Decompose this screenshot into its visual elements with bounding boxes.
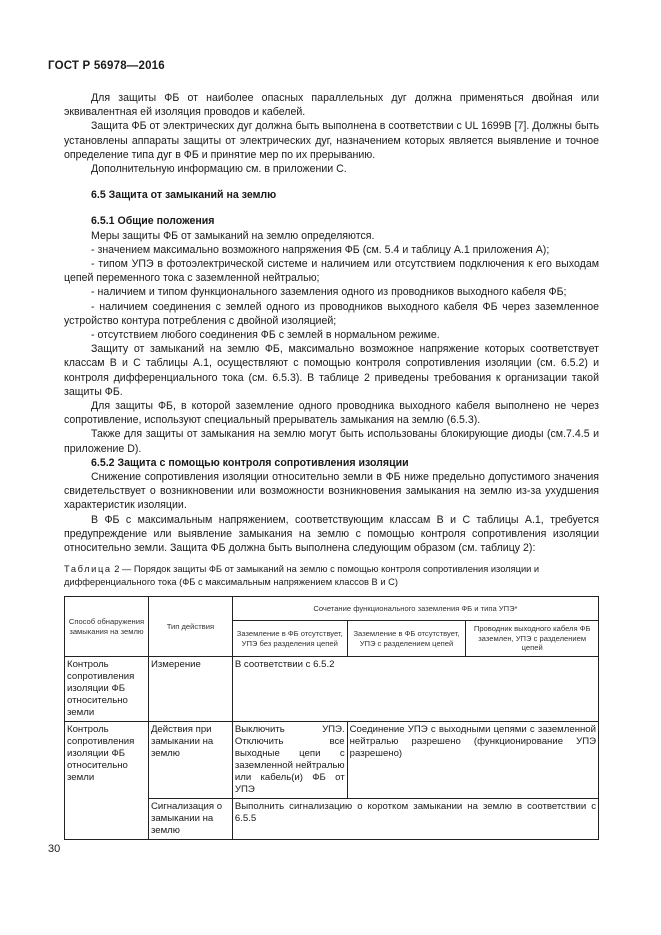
document-header: ГОСТ Р 56978—2016 xyxy=(48,60,165,72)
list-item: - наличием соединения с землей одного из проводников выходного кабеля ФБ через заземленное устройство контура потребления с двойной изоляцией; xyxy=(64,300,599,327)
paragraph: Также для защиты от замыкания на землю могут быть использованы блокирующие диоды (см.7.4.5 и приложение D). xyxy=(64,428,599,455)
header-sub-3: Проводник выходного кабеля ФБ заземлен, УПЭ с разделением цепей xyxy=(466,621,599,657)
cell-method: Контроль сопротивления изоляции ФБ относительно земли xyxy=(65,722,149,840)
section-heading-6-5-2: 6.5.2 Защита с помощью контроля сопротивления изоляции xyxy=(91,456,409,469)
cell-action: Измерение xyxy=(148,657,232,722)
cell-method: Контроль сопротивления изоляции ФБ относительно земли xyxy=(65,657,149,722)
paragraph: Для защиты ФБ, в которой заземление одного проводника выходного кабеля выполнено не через сопротивление, используют специальный прерыватель замыкания на землю (6.5.3). xyxy=(64,400,599,427)
protection-table xyxy=(64,596,599,840)
table-header-row xyxy=(65,597,599,621)
paragraph: Для защиты ФБ от наиболее опасных параллельных дуг должна применяться двойная или эквивалентная ей изоляция проводов и кабелей. xyxy=(64,92,599,119)
list-item: - отсутствием любого соединения ФБ с землей в нормальном режиме. xyxy=(91,329,440,342)
header-sub-1: Заземление в ФБ отсутствует, УПЭ без разделения цепей xyxy=(232,621,347,657)
cell-action: Действия при замыкании на землю xyxy=(148,722,232,799)
cell-action: Сигнализация о замыкании на землю xyxy=(148,799,232,840)
paragraph: Защиту от замыканий на землю ФБ, максимально возможное напряжение которых соответствует классам В и С таблицы А.1, осуществляют с помощью контроля сопротивления изоляции (см. 6.5.2) и контроля дифференциального тока (см. 6.5.3). В таблице 2 приведены требования к организации такой защиты ФБ. xyxy=(64,343,599,398)
table-row xyxy=(65,657,599,722)
table-caption-label: Таблица xyxy=(64,564,112,574)
page-number: 30 xyxy=(48,843,61,855)
section-heading-6-5: 6.5 Защита от замыканий на землю xyxy=(91,189,277,202)
cell-value: Выключить УПЭ. Отключить все выходные цепи с заземленной нейтралью или кабель(и) ФБ от УПЭ xyxy=(232,722,347,799)
paragraph: Меры защиты ФБ от замыканий на землю определяются. xyxy=(91,229,375,242)
header-sub-2: Заземление в ФБ отсутствует, УПЭ с разделением цепей xyxy=(347,621,466,657)
section-heading-6-5-1: 6.5.1 Общие положения xyxy=(91,215,215,228)
table-row xyxy=(65,722,599,799)
body-text xyxy=(64,91,599,555)
list-item: - значением максимально возможного напряжения ФБ (см. 5.4 и таблицу А.1 приложения А); xyxy=(91,243,550,256)
paragraph: Снижение сопротивления изоляции относительно земли в ФБ ниже предельно допустимого значения свидетельствует о возникновении или возможности возникновения замыкания на землю из-за ухудшения характеристик изоляции. xyxy=(64,471,599,512)
cell-value: Выполнить сигнализацию о коротком замыкании на землю в соответствии с 6.5.5 xyxy=(232,799,598,840)
header-group: Сочетание функционального заземления ФБ и типа УПЭ* xyxy=(232,597,598,621)
paragraph: Дополнительную информацию см. в приложении С. xyxy=(91,163,347,176)
cell-value: Соединение УПЭ с выходными цепями с заземленной нейтралью разрешено (функционирование УПЭ разрешено) xyxy=(347,722,598,799)
list-item: - наличием и типом функционального заземления одного из проводников выходного кабеля ФБ; xyxy=(91,286,567,299)
cell-value: В соответствии с 6.5.2 xyxy=(232,657,598,722)
table-caption-text: 2 — Порядок защиты ФБ от замыканий на землю с помощью контроля сопротивления изоляции и дифференциального тока (ФБ с максимальным напряжением классов В и С) xyxy=(64,564,540,587)
table-caption xyxy=(64,563,599,588)
paragraph: Защита ФБ от электрических дуг должна быть выполнена в соответствии с UL 1699B [7]. Должны быть установлены аппараты защиты от электрических дуг, назначением которых является выявление и точное определение типа дуг в ФБ и принятие мер по их прерыванию. xyxy=(64,120,599,161)
header-method: Способ обнаружения замыкания на землю xyxy=(65,597,149,657)
paragraph: В ФБ с максимальным напряжением, соответствующим классам В и С таблицы А.1, требуется предупреждение или выявление замыкания на землю с помощью контроля сопротивления изоляции относительно земли. Защита ФБ должна быть выполнена следующим образом (см. таблицу 2): xyxy=(64,513,599,555)
header-action: Тип действия xyxy=(148,597,232,657)
list-item: - типом УПЭ в фотоэлектрической системе и наличием или отсутствием подключения к его выходам цепей переменного тока с заземленной нейтралью; xyxy=(64,258,599,285)
